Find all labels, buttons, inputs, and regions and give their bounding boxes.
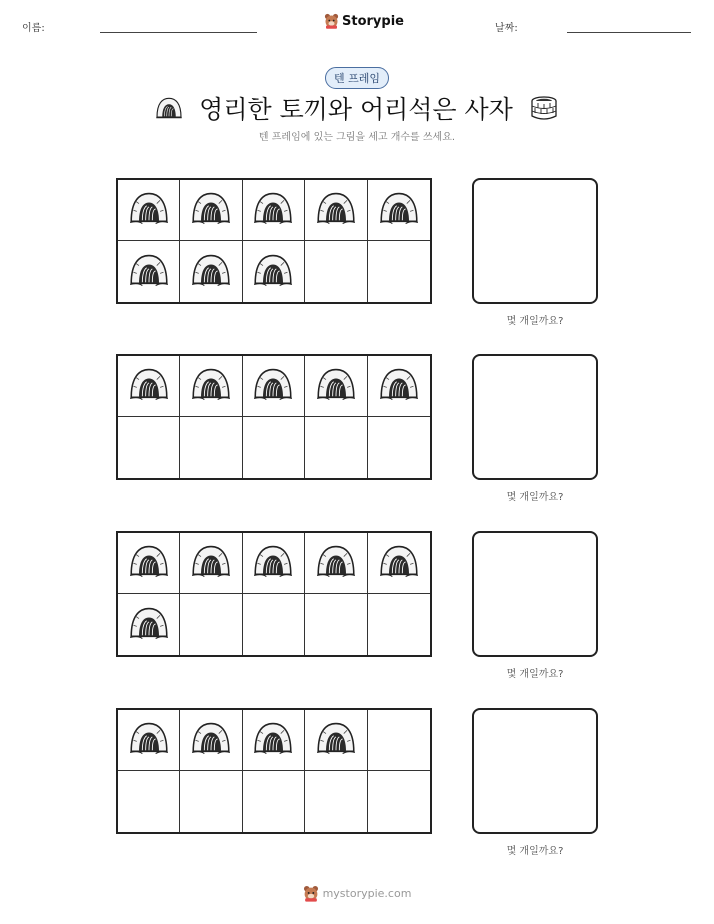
cave-icon	[253, 252, 293, 292]
frame-cell	[180, 533, 242, 594]
frame-cell	[305, 417, 367, 478]
instructions: 텐 프레임에 있는 그림을 세고 개수를 쓰세요.	[258, 132, 456, 143]
worksheet-type-badge: 텐 프레임	[325, 67, 389, 89]
cave-icon	[316, 720, 356, 760]
cave-icon	[253, 543, 293, 583]
answer-box[interactable]	[472, 354, 598, 480]
cave-icon	[155, 96, 183, 120]
frame-cell	[305, 180, 367, 241]
bear-icon	[324, 13, 339, 29]
frame-cell	[305, 771, 367, 832]
frame-cell	[305, 710, 367, 771]
frame-cell	[180, 710, 242, 771]
frame-cell	[243, 710, 305, 771]
frame-cell	[368, 710, 430, 771]
frame-cell	[305, 533, 367, 594]
cave-icon	[316, 543, 356, 583]
frame-cell	[368, 594, 430, 655]
frame-cell	[118, 594, 180, 655]
frame-cell	[118, 710, 180, 771]
cave-icon	[379, 366, 419, 406]
cave-icon	[191, 543, 231, 583]
cave-icon	[129, 190, 169, 230]
cave-icon	[191, 366, 231, 406]
cave-icon	[129, 543, 169, 583]
bear-icon	[303, 885, 319, 902]
answer-box[interactable]	[472, 708, 598, 834]
cave-icon	[316, 190, 356, 230]
footer	[0, 885, 714, 902]
footer-url: mystorypie.com	[322, 887, 412, 900]
cave-icon	[129, 366, 169, 406]
name-line	[100, 32, 257, 33]
frame-cell	[243, 533, 305, 594]
ten-frame	[116, 178, 432, 304]
brand-logo	[324, 13, 404, 29]
cave-icon	[129, 252, 169, 292]
answer-question: 몇 개일까요?	[506, 846, 564, 857]
frame-cell	[118, 771, 180, 832]
cave-icon	[191, 252, 231, 292]
frame-cell	[305, 356, 367, 417]
frame-cell	[243, 594, 305, 655]
title-row	[0, 88, 714, 128]
frame-cell	[118, 241, 180, 302]
frame-cell	[243, 771, 305, 832]
cave-icon	[253, 720, 293, 760]
frame-cell	[118, 533, 180, 594]
cave-icon	[191, 720, 231, 760]
cave-icon	[379, 190, 419, 230]
answer-box[interactable]	[472, 178, 598, 304]
frame-cell	[368, 180, 430, 241]
frame-cell	[305, 241, 367, 302]
frame-cell	[243, 417, 305, 478]
answer-question: 몇 개일까요?	[506, 669, 564, 680]
answer-question: 몇 개일까요?	[506, 492, 564, 503]
cave-icon	[379, 543, 419, 583]
cave-icon	[129, 605, 169, 645]
frame-cell	[368, 533, 430, 594]
frame-cell	[368, 356, 430, 417]
answer-box[interactable]	[472, 531, 598, 657]
page-title: 영리한 토끼와 어리석은 사자	[199, 95, 513, 124]
frame-cell	[243, 180, 305, 241]
ten-frame	[116, 708, 432, 834]
answer-question: 몇 개일까요?	[506, 316, 564, 327]
date-label: 날짜:	[495, 23, 518, 34]
frame-cell	[305, 594, 367, 655]
frame-cell	[118, 356, 180, 417]
frame-cell	[180, 180, 242, 241]
date-line	[567, 32, 691, 33]
cave-icon	[253, 190, 293, 230]
cave-icon	[316, 366, 356, 406]
cave-icon	[253, 366, 293, 406]
brand-name: Storypie	[342, 13, 404, 29]
name-label: 이름:	[22, 23, 45, 34]
ten-frame	[116, 531, 432, 657]
frame-cell	[180, 771, 242, 832]
frame-cell	[118, 180, 180, 241]
frame-cell	[368, 771, 430, 832]
cave-icon	[191, 190, 231, 230]
well-icon	[529, 95, 559, 121]
ten-frame	[116, 354, 432, 480]
frame-cell	[180, 356, 242, 417]
frame-cell	[243, 241, 305, 302]
frame-cell	[180, 417, 242, 478]
frame-cell	[180, 241, 242, 302]
frame-cell	[118, 417, 180, 478]
frame-cell	[180, 594, 242, 655]
frame-cell	[368, 417, 430, 478]
cave-icon	[129, 720, 169, 760]
frame-cell	[243, 356, 305, 417]
frame-cell	[368, 241, 430, 302]
